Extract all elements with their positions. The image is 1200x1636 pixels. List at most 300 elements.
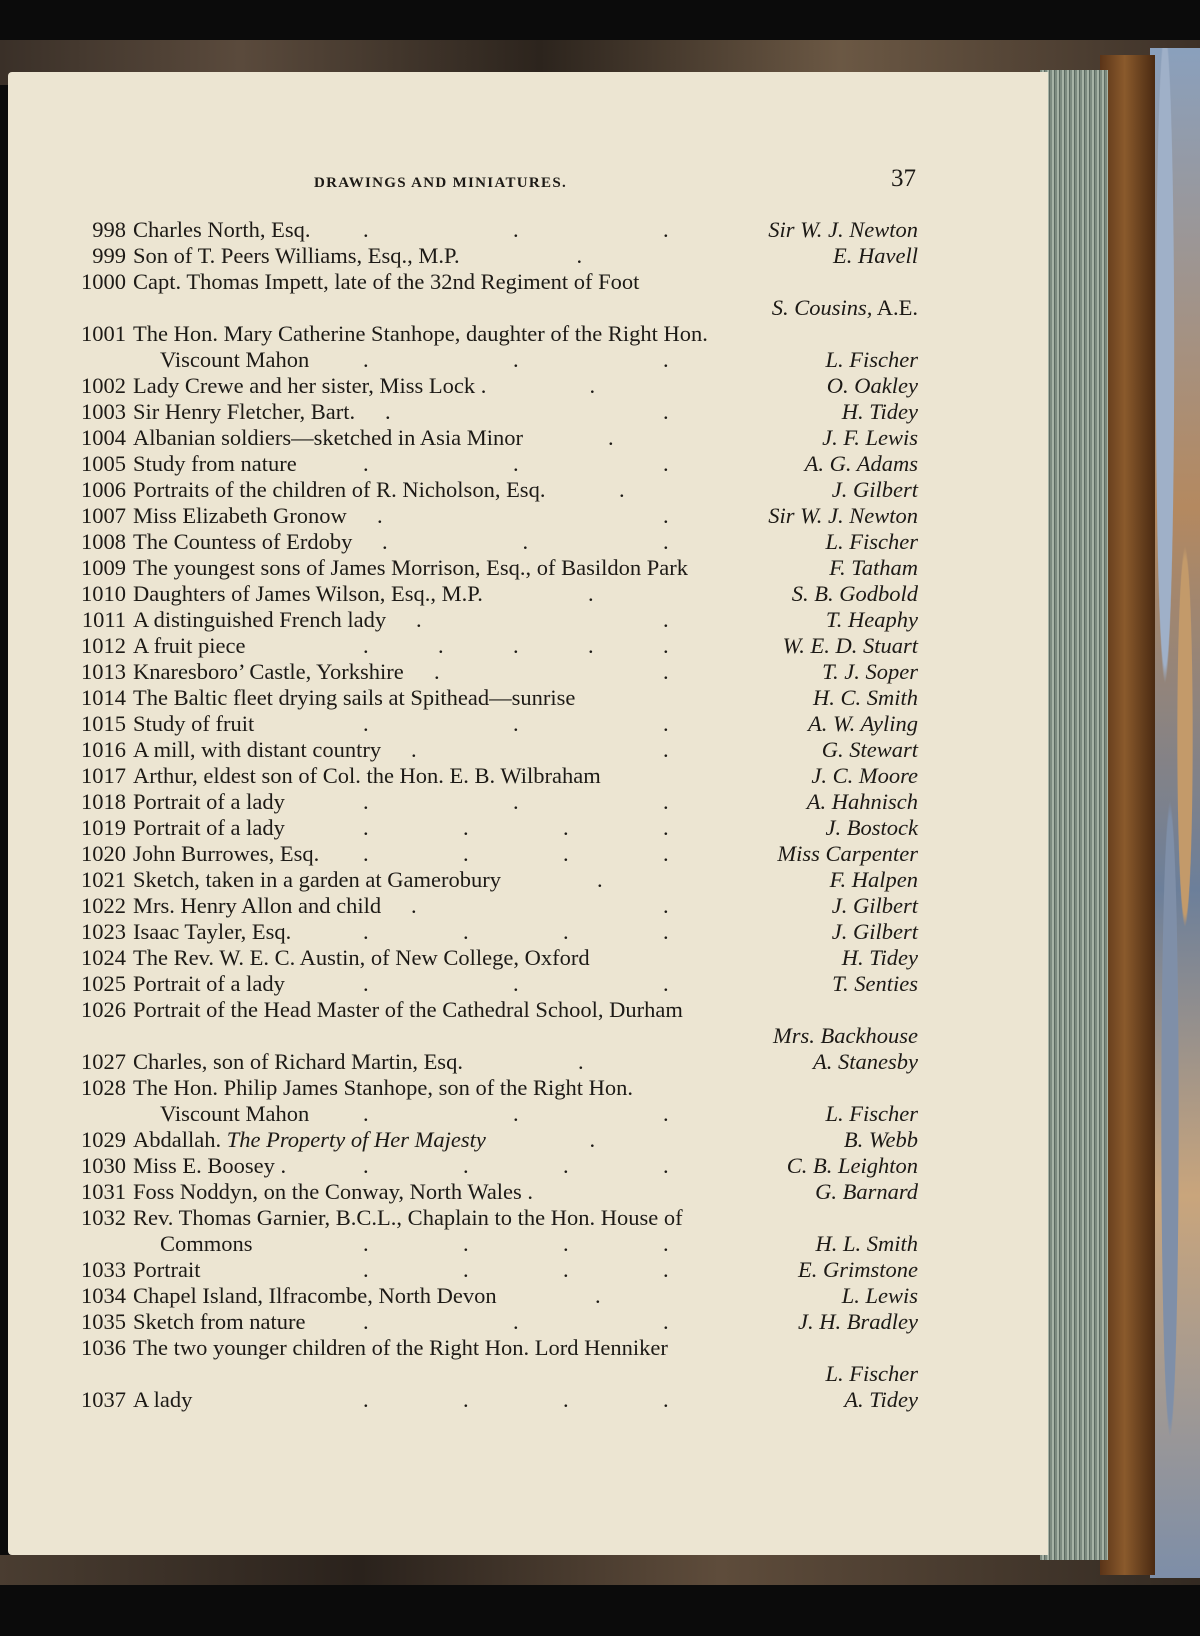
leader-dot: . (363, 347, 369, 372)
entry-continuation-line (63, 1023, 918, 1049)
leader-dot: . (434, 659, 440, 684)
running-head: DRAWINGS AND MINIATURES. (314, 175, 568, 191)
entry-title-continuation: Viscount Mahon (160, 347, 310, 372)
artist-name: E. Havell (833, 243, 918, 268)
leader-dots (63, 373, 918, 399)
entry-title-plain: Abdallah. (133, 1127, 222, 1152)
entry-line (63, 633, 918, 659)
entry-line (63, 1049, 918, 1075)
artist-name: A. G. Adams (804, 451, 918, 476)
entry-number: 1021 (81, 867, 126, 892)
entry-number: 1033 (81, 1257, 126, 1282)
leader-dot: . (663, 451, 669, 476)
entry-artist (826, 1361, 919, 1387)
leader-dot: . (522, 529, 529, 554)
entry-title-continuation: Commons (160, 1231, 253, 1256)
leader-dots (63, 919, 918, 945)
leader-dots (63, 633, 918, 659)
leader-dot: . (363, 1387, 369, 1412)
leader-dots (63, 737, 918, 763)
artist-name: Sir W. J. Newton (768, 503, 918, 528)
leader-dots (63, 607, 918, 633)
leader-dot: . (595, 1283, 601, 1308)
entry-title: The Countess of Erdoby (133, 529, 353, 554)
artist-name: Miss Carpenter (777, 841, 918, 866)
leader-dot: . (619, 477, 625, 502)
entry-number: 1020 (81, 841, 126, 866)
artist-name: Sir W. J. Newton (768, 217, 918, 242)
entry-title: Sir Henry Fletcher, Bart. (133, 399, 356, 424)
entry-line (63, 399, 918, 425)
entry-line (63, 867, 918, 893)
entry-line (63, 659, 918, 685)
entry-number: 1005 (81, 451, 126, 476)
leader-dots (63, 425, 918, 451)
leader-dot: . (363, 1153, 369, 1178)
artist-name: L. Fischer (825, 347, 918, 372)
catalogue-entries (63, 217, 918, 1413)
entry-line (63, 425, 918, 451)
leader-dot: . (382, 529, 388, 554)
entry-title: Study from nature (133, 451, 297, 476)
entry-number: 1018 (81, 789, 126, 814)
leader-dot: . (663, 1257, 669, 1282)
entry-number: 1009 (81, 555, 126, 580)
entry-continuation-line (63, 1101, 918, 1127)
leader-dot: . (578, 1049, 584, 1074)
leader-dots (63, 1257, 918, 1283)
leader-dot: . (663, 919, 669, 944)
entry-line (63, 1387, 918, 1413)
entry-line (63, 1127, 918, 1153)
leader-dot: . (663, 893, 669, 918)
entry-title: Arthur, eldest son of Col. the Hon. E. B. Wilbraham (133, 763, 601, 788)
leader-dots (63, 477, 918, 503)
leader-dot: . (663, 711, 669, 736)
leader-dots (63, 243, 918, 269)
artist-name: F. Tatham (829, 555, 918, 580)
artist-name: J. C. Moore (811, 763, 918, 788)
page-fore-edge (1040, 70, 1108, 1560)
leader-dot: . (363, 1309, 369, 1334)
leader-dot: . (377, 503, 383, 528)
leader-dot: . (513, 217, 519, 242)
entry-number: 1014 (81, 685, 126, 710)
leader-dot: . (463, 841, 469, 866)
page-header (68, 165, 918, 201)
entry-line (63, 1309, 918, 1335)
book-bottom-edge (0, 1555, 1200, 1585)
artist-name: J. Gilbert (831, 477, 918, 502)
leader-dots (63, 1101, 918, 1127)
leader-dot: . (663, 217, 669, 242)
leader-dot: . (411, 737, 417, 762)
entry-line (63, 1257, 918, 1283)
artist-name: W. E. D. Stuart (782, 633, 918, 658)
entry-number: 1019 (81, 815, 126, 840)
entry-line (63, 789, 918, 815)
entry-number: 1012 (81, 633, 126, 658)
book-cover-edge (1100, 55, 1155, 1575)
entry-line (63, 893, 918, 919)
entry-artist (811, 763, 918, 789)
leader-dots (63, 581, 918, 607)
entry-title: Knaresboro’ Castle, Yorkshire (133, 659, 404, 684)
artist-name: C. B. Leighton (786, 1153, 918, 1178)
leader-dot: . (513, 451, 519, 476)
leader-dots (63, 503, 918, 529)
leader-dot: . (588, 633, 594, 658)
entry-line (63, 217, 918, 243)
entry-continuation-line (63, 1231, 918, 1257)
entry-artist (815, 1179, 918, 1205)
entry-title: Mrs. Henry Allon and child (133, 893, 382, 918)
entry-title: Son of T. Peers Williams, Esq., M.P. (133, 243, 460, 268)
leader-dot: . (663, 633, 669, 658)
entry-number: 999 (92, 243, 126, 268)
entry-title: Lady Crewe and her sister, Miss Lock . (133, 373, 487, 398)
leader-dot: . (563, 1387, 569, 1412)
leader-dot: . (411, 893, 417, 918)
leader-dot: . (563, 919, 569, 944)
leader-dot: . (663, 1231, 669, 1256)
leader-dots (63, 217, 918, 243)
artist-name: L. Fischer (825, 1361, 918, 1386)
entry-number: 1016 (81, 737, 126, 762)
entry-continuation-line (63, 295, 918, 321)
entry-number: 998 (92, 217, 126, 242)
leader-dots (63, 451, 918, 477)
entry-title: Chapel Island, Ilfracombe, North Devon (133, 1283, 497, 1308)
leader-dots (63, 789, 918, 815)
leader-dot: . (385, 399, 391, 424)
entry-number: 1002 (81, 373, 126, 398)
artist-name: S. B. Godbold (791, 581, 918, 606)
artist-suffix: A.E. (872, 295, 918, 320)
entry-number: 1013 (81, 659, 126, 684)
entry-line (63, 1283, 918, 1309)
page-number: 37 (891, 165, 916, 192)
entry-number: 1004 (81, 425, 126, 450)
leader-dot: . (663, 1153, 669, 1178)
entry-number: 1003 (81, 399, 126, 424)
artist-name: L. Fischer (825, 529, 918, 554)
leader-dot: . (663, 347, 669, 372)
entry-line (63, 1205, 918, 1231)
artist-name: S. Cousins, (771, 295, 873, 320)
artist-name: J. Gilbert (831, 893, 918, 918)
leader-dot: . (363, 841, 369, 866)
artist-name: H. C. Smith (812, 685, 918, 710)
artist-name: A. W. Ayling (807, 711, 918, 736)
entry-title: Portrait of a lady (133, 789, 285, 814)
leader-dot: . (513, 1309, 519, 1334)
artist-name: T. Heaphy (825, 607, 918, 632)
leader-dot: . (513, 633, 519, 658)
entry-number: 1017 (81, 763, 126, 788)
leader-dots (63, 529, 918, 555)
leader-dots (63, 971, 918, 997)
leader-dot: . (513, 789, 519, 814)
entry-title: The Rev. W. E. C. Austin, of New College, Oxford (133, 945, 590, 970)
leader-dot: . (513, 711, 519, 736)
entry-line (63, 971, 918, 997)
artist-name: H. L. Smith (815, 1231, 918, 1256)
leader-dot: . (663, 607, 669, 632)
leader-dot: . (513, 971, 519, 996)
entry-title: Daughters of James Wilson, Esq., M.P. (133, 581, 483, 606)
leader-dot: . (563, 1231, 569, 1256)
entry-title: Portrait of a lady (133, 971, 285, 996)
leader-dot: . (363, 633, 369, 658)
artist-name: A. Stanesby (813, 1049, 918, 1074)
entry-title: Capt. Thomas Impett, late of the 32nd Regiment of Foot (133, 269, 640, 294)
entry-line (63, 685, 918, 711)
artist-name: E. Grimstone (798, 1257, 918, 1282)
leader-dot: . (463, 919, 469, 944)
entry-continuation-line (63, 1361, 918, 1387)
entry-artist (773, 1023, 918, 1049)
entry-title: Portrait of the Head Master of the Cathedral School, Durham (133, 997, 683, 1022)
entry-line (63, 477, 918, 503)
leader-dot: . (663, 1387, 669, 1412)
artist-name: J. F. Lewis (822, 425, 918, 450)
leader-dot: . (663, 399, 669, 424)
entry-line (63, 763, 918, 789)
artist-name: H. Tidey (841, 399, 918, 424)
entry-number: 1029 (81, 1127, 126, 1152)
leader-dot: . (438, 633, 444, 658)
entry-title: A lady (133, 1387, 193, 1412)
artist-name: A. Tidey (844, 1387, 918, 1412)
entry-line (63, 737, 918, 763)
entry-number: 1031 (81, 1179, 126, 1204)
artist-name: T. Senties (832, 971, 918, 996)
leader-dot: . (563, 815, 569, 840)
entry-line (63, 373, 918, 399)
leader-dot: . (363, 711, 369, 736)
leader-dot: . (463, 1153, 469, 1178)
entry-title: The Baltic fleet drying sails at Spithead—sunrise (133, 685, 576, 710)
entry-title: Portrait of a lady (133, 815, 285, 840)
leader-dot: . (597, 867, 603, 892)
entry-line (63, 555, 918, 581)
leader-dot: . (589, 373, 596, 398)
entry-number: 1025 (81, 971, 126, 996)
entry-title: Isaac Tayler, Esq. (133, 919, 292, 944)
entry-title: Sketch from nature (133, 1309, 306, 1334)
entry-title: Charles, son of Richard Martin, Esq. (133, 1049, 463, 1074)
leader-dot: . (563, 1257, 569, 1282)
leader-dot: . (363, 971, 369, 996)
artist-name: F. Halpen (829, 867, 918, 892)
leader-dot: . (663, 1101, 669, 1126)
leader-dot: . (363, 1231, 369, 1256)
entry-number: 1010 (81, 581, 126, 606)
leader-dot: . (416, 607, 422, 632)
leader-dots (63, 659, 918, 685)
entry-line (63, 1075, 918, 1101)
leader-dots (63, 867, 918, 893)
leader-dot: . (463, 815, 469, 840)
entry-title: Foss Noddyn, on the Conway, North Wales . (133, 1179, 534, 1204)
entry-number: 1024 (81, 945, 126, 970)
entry-title: A fruit piece (133, 633, 246, 658)
leader-dots (63, 1387, 918, 1413)
leader-dots (63, 1049, 918, 1075)
leader-dot: . (363, 1101, 369, 1126)
entry-number: 1008 (81, 529, 126, 554)
entry-number: 1034 (81, 1283, 126, 1308)
entry-line (63, 1153, 918, 1179)
leader-dot: . (363, 217, 369, 242)
entry-number: 1035 (81, 1309, 126, 1334)
entry-title: Portraits of the children of R. Nicholson, Esq. (133, 477, 546, 502)
entry-title: Rev. Thomas Garnier, B.C.L., Chaplain to the Hon. House of (133, 1205, 683, 1230)
entry-number: 1015 (81, 711, 126, 736)
leader-dot: . (513, 347, 519, 372)
entry-number: 1037 (81, 1387, 126, 1412)
entry-line (63, 1335, 918, 1361)
artist-name: G. Barnard (815, 1179, 918, 1204)
leader-dot: . (563, 841, 569, 866)
artist-name: H. Tidey (841, 945, 918, 970)
entry-number: 1022 (81, 893, 126, 918)
leader-dot: . (663, 789, 669, 814)
leader-dots (63, 841, 918, 867)
entry-title: Miss Elizabeth Gronow (133, 503, 347, 528)
entry-number: 1026 (81, 997, 126, 1022)
entry-line (63, 919, 918, 945)
entry-title: A mill, with distant country (133, 737, 382, 762)
leader-dot: . (663, 971, 669, 996)
artist-name: O. Oakley (826, 373, 918, 398)
leader-dots (63, 1309, 918, 1335)
leader-dots (63, 1283, 918, 1309)
leader-dots (63, 399, 918, 425)
entry-artist (829, 555, 918, 581)
leader-dot: . (563, 1153, 569, 1178)
leader-dot: . (513, 1101, 519, 1126)
entry-artist (842, 945, 918, 971)
leader-dot: . (663, 841, 669, 866)
leader-dot: . (363, 451, 369, 476)
artist-name: L. Fischer (825, 1101, 918, 1126)
leader-dot: . (588, 581, 594, 606)
entry-line (63, 243, 918, 269)
leader-dot: . (663, 503, 669, 528)
leader-dots (63, 815, 918, 841)
entry-line (63, 581, 918, 607)
entry-line (63, 711, 918, 737)
entry-title: Albanian soldiers—sketched in Asia Minor (133, 425, 523, 450)
entry-title-italic: The Property of Her Majesty (221, 1127, 486, 1152)
entry-number: 1007 (81, 503, 126, 528)
artist-name: Mrs. Backhouse (773, 1023, 918, 1048)
entry-line (63, 321, 918, 347)
leader-dot: . (363, 919, 369, 944)
leader-dot: . (463, 1231, 469, 1256)
leader-dot: . (663, 815, 669, 840)
leader-dots (63, 711, 918, 737)
entry-line (63, 269, 918, 295)
entry-number: 1006 (81, 477, 126, 502)
artist-name: J. H. Bradley (798, 1309, 918, 1334)
artist-name: G. Stewart (821, 737, 918, 762)
entry-number: 1011 (81, 607, 126, 632)
entry-line (63, 1179, 918, 1205)
artist-name: J. Bostock (825, 815, 918, 840)
leader-dot: . (663, 659, 669, 684)
marbled-endpaper (1150, 48, 1200, 1578)
catalogue-page (8, 72, 1048, 1555)
entry-title-continuation: Viscount Mahon (160, 1101, 310, 1126)
entry-number: 1027 (81, 1049, 126, 1074)
entry-title: A distinguished French lady (133, 607, 387, 632)
leader-dot: . (589, 1127, 596, 1152)
leader-dot: . (363, 789, 369, 814)
leader-dots (63, 893, 918, 919)
entry-title: John Burrowes, Esq. (133, 841, 320, 866)
artist-name: A. Hahnisch (806, 789, 918, 814)
leader-dot: . (663, 737, 669, 762)
entry-title: Portrait (133, 1257, 201, 1282)
entry-title: The Hon. Philip James Stanhope, son of the Right Hon. (133, 1075, 633, 1100)
leader-dots (63, 1127, 918, 1153)
entry-title: Study of fruit (133, 711, 255, 736)
entry-title: The two younger children of the Right Hon. Lord Henniker (133, 1335, 668, 1360)
entry-number: 1028 (81, 1075, 126, 1100)
leader-dot: . (608, 425, 614, 450)
leader-dot: . (463, 1257, 469, 1282)
entry-number: 1036 (81, 1335, 126, 1360)
artist-name: T. J. Soper (822, 659, 918, 684)
entry-line (63, 503, 918, 529)
entry-line (63, 841, 918, 867)
entry-line (63, 815, 918, 841)
entry-number: 1023 (81, 919, 126, 944)
leader-dot: . (363, 1257, 369, 1282)
entry-title: Miss E. Boosey . (133, 1153, 287, 1178)
entry-continuation-line (63, 347, 918, 373)
entry-title: Sketch, taken in a garden at Gamerobury (133, 867, 501, 892)
leader-dots (63, 1231, 918, 1257)
entry-number: 1032 (81, 1205, 126, 1230)
entry-number: 1030 (81, 1153, 126, 1178)
entry-line (63, 945, 918, 971)
entry-line (63, 607, 918, 633)
artist-name: B. Webb (843, 1127, 918, 1152)
leader-dot: . (663, 1309, 669, 1334)
entry-line (63, 451, 918, 477)
leader-dot: . (576, 243, 583, 268)
entry-number: 1001 (81, 321, 126, 346)
entry-line (63, 529, 918, 555)
leader-dots (63, 347, 918, 373)
artist-name: L. Lewis (841, 1283, 918, 1308)
entry-title: The Hon. Mary Catherine Stanhope, daughter of the Right Hon. (133, 321, 708, 346)
leader-dots (63, 1153, 918, 1179)
entry-number: 1000 (81, 269, 126, 294)
entry-artist (813, 685, 918, 711)
entry-artist (772, 295, 918, 321)
leader-dot: . (663, 529, 669, 554)
artist-name: J. Gilbert (831, 919, 918, 944)
entry-title: Charles North, Esq. (133, 217, 311, 242)
entry-title: The youngest sons of James Morrison, Esq., of Basildon Park (133, 555, 688, 580)
leader-dot: . (463, 1387, 469, 1412)
leader-dot: . (363, 815, 369, 840)
